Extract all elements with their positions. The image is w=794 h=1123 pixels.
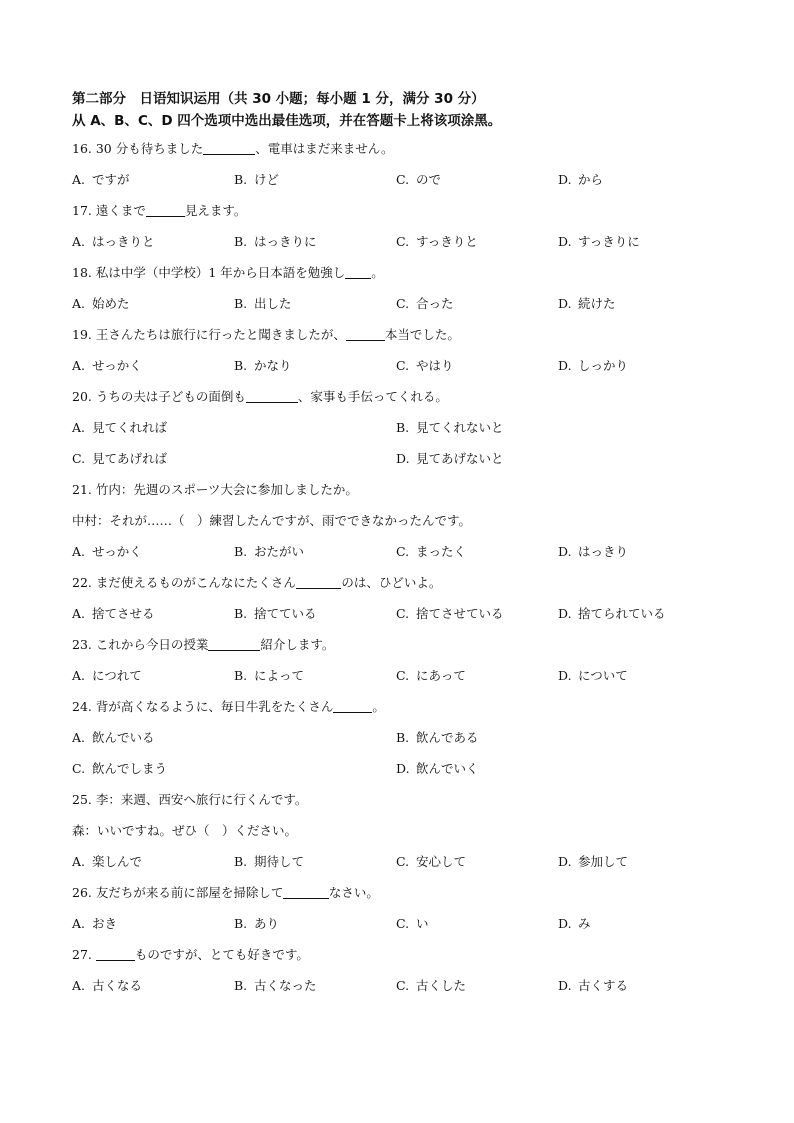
options-row (72, 846, 732, 877)
question-item (72, 133, 732, 195)
options-row (72, 598, 732, 629)
answer-blank (283, 885, 329, 899)
option-choice[interactable] (72, 164, 234, 195)
option-choice[interactable] (234, 660, 396, 691)
question-stem (72, 381, 732, 412)
option-text: 合った (416, 296, 454, 311)
option-letter: C. (396, 296, 410, 311)
stem-after-blank: のは、ひどいよ。 (341, 575, 442, 590)
option-text: 捨てている (254, 606, 317, 621)
option-text: 続けた (578, 296, 616, 311)
option-letter: A. (72, 420, 86, 435)
option-letter: B. (234, 296, 248, 311)
option-choice[interactable] (558, 536, 720, 567)
option-choice[interactable] (396, 908, 558, 939)
option-choice[interactable] (72, 660, 234, 691)
options-row (72, 288, 732, 319)
answer-blank (346, 327, 385, 341)
option-text: 古くした (416, 978, 467, 993)
option-letter: C. (396, 606, 410, 621)
option-text: 捨てられている (578, 606, 666, 621)
option-choice[interactable] (396, 598, 558, 629)
question-stem (72, 319, 732, 350)
answer-blank (345, 265, 371, 279)
option-letter: D. (558, 358, 572, 373)
option-letter: B. (234, 358, 248, 373)
option-letter: A. (72, 544, 86, 559)
option-choice[interactable] (234, 350, 396, 381)
option-letter: A. (72, 730, 86, 745)
stem-after-blank: 、家事も手伝ってくれる。 (297, 389, 448, 404)
option-letter: A. (72, 606, 86, 621)
question-stem (72, 567, 732, 598)
option-letter: D. (558, 234, 572, 249)
option-letter: C. (396, 172, 410, 187)
answer-blank (208, 637, 260, 651)
option-text: 見てくれないと (416, 420, 504, 435)
option-text: 飲んである (416, 730, 479, 745)
option-letter: A. (72, 668, 86, 683)
question-item (72, 257, 732, 319)
stem-before-blank: 23. これから今日の授業 (72, 637, 209, 652)
question-stem (72, 195, 732, 226)
option-choice[interactable] (72, 536, 234, 567)
option-choice[interactable] (396, 443, 720, 474)
option-letter: B. (234, 234, 248, 249)
option-text: 見てあげないと (416, 451, 504, 466)
option-choice[interactable] (72, 443, 396, 474)
option-choice[interactable] (72, 753, 396, 784)
option-letter: C. (396, 854, 410, 869)
stem-after-blank: ものですが、とても好きです。 (134, 947, 309, 962)
option-letter: D. (558, 606, 572, 621)
option-letter: A. (72, 172, 86, 187)
stem-after-blank: 。 (371, 265, 384, 280)
option-choice[interactable] (234, 908, 396, 939)
option-letter: A. (72, 234, 86, 249)
question-item (72, 691, 732, 784)
question-stem (72, 939, 732, 970)
stem-after-blank: 紹介します。 (260, 637, 335, 652)
option-letter: D. (558, 854, 572, 869)
option-choice[interactable] (558, 846, 720, 877)
option-letter: D. (558, 978, 572, 993)
option-choice[interactable] (72, 598, 234, 629)
option-letter: B. (234, 978, 248, 993)
question-stem (72, 133, 732, 164)
option-letter: B. (234, 544, 248, 559)
option-text: 期待して (254, 854, 305, 869)
option-letter: A. (72, 358, 86, 373)
option-choice[interactable] (72, 846, 234, 877)
question-item (72, 474, 732, 567)
option-choice[interactable] (396, 722, 720, 753)
options-row (72, 536, 732, 567)
option-text: 楽しんで (92, 854, 143, 869)
option-text: 古くする (578, 978, 629, 993)
options-row (72, 412, 732, 443)
option-choice[interactable] (396, 226, 558, 257)
option-text: 見てあげれば (92, 451, 168, 466)
option-letter: C. (396, 668, 410, 683)
stem-before-blank: 17. 遠くまで (72, 203, 146, 218)
question-item (72, 319, 732, 381)
option-choice[interactable] (72, 350, 234, 381)
option-choice[interactable] (234, 536, 396, 567)
options-row (72, 722, 732, 753)
option-choice[interactable] (234, 846, 396, 877)
option-choice[interactable] (234, 226, 396, 257)
option-text: すっきりと (416, 234, 478, 249)
option-letter: D. (558, 296, 572, 311)
option-choice[interactable] (396, 288, 558, 319)
stem-before-blank: 18. 私は中学（中学校）1 年から日本語を勉強し (72, 265, 346, 280)
stem-after-blank: 、電車はまだ来ません。 (255, 141, 394, 156)
stem-after-blank: なさい。 (328, 885, 379, 900)
option-choice[interactable] (558, 164, 720, 195)
option-letter: A. (72, 296, 86, 311)
option-text: 出した (254, 296, 292, 311)
option-letter: C. (396, 544, 410, 559)
answer-blank (146, 203, 185, 217)
options-row (72, 443, 732, 474)
option-choice[interactable] (72, 908, 234, 939)
question-stem: 森：いいですね。ぜひ（ ）ください。 (72, 823, 298, 838)
question-stem (72, 257, 732, 288)
question-item (72, 629, 732, 691)
question-list (72, 133, 732, 1001)
option-text: み (578, 916, 591, 931)
option-text: せっかく (92, 358, 142, 373)
question-stem (72, 691, 732, 722)
answer-blank (296, 575, 342, 589)
stem-after-blank: 本当でした。 (384, 327, 460, 342)
option-letter: D. (558, 172, 572, 187)
option-text: 安心して (416, 854, 467, 869)
question-item (72, 939, 732, 1001)
options-row (72, 350, 732, 381)
option-letter: B. (234, 668, 248, 683)
question-item (72, 567, 732, 629)
option-letter: B. (234, 916, 248, 931)
option-text: やはり (416, 358, 454, 373)
option-letter: D. (558, 668, 572, 683)
option-text: はっきり (578, 544, 629, 559)
options-row (72, 753, 732, 784)
question-item (72, 784, 732, 877)
option-choice[interactable] (234, 164, 396, 195)
option-choice[interactable] (558, 660, 720, 691)
option-choice[interactable] (396, 846, 558, 877)
options-row (72, 164, 732, 195)
option-letter: B. (396, 420, 410, 435)
option-text: 飲んでしまう (92, 761, 168, 776)
option-text: すっきりに (578, 234, 640, 249)
option-text: 飲んでいる (92, 730, 155, 745)
option-choice[interactable] (234, 598, 396, 629)
stem-before-blank: 16. 30 分も待ちました (72, 141, 204, 156)
option-choice[interactable] (72, 412, 396, 443)
option-choice[interactable] (396, 164, 558, 195)
option-choice[interactable] (72, 722, 396, 753)
section-title: 第二部分 日语知识运用（共 30 小题；每小题 1 分，满分 30 分） (72, 91, 485, 107)
option-text: 始めた (92, 296, 130, 311)
option-text: はっきりに (254, 234, 317, 249)
option-text: 古くなる (92, 978, 143, 993)
option-text: にあって (416, 668, 466, 683)
question-item (72, 877, 732, 939)
option-text: 参加して (578, 854, 629, 869)
option-letter: C. (396, 978, 410, 993)
option-text: あり (254, 916, 280, 931)
option-text: について (578, 668, 628, 683)
option-letter: B. (234, 854, 248, 869)
stem-before-blank: 19. 王さんたちは旅行に行ったと聞きましたが、 (72, 327, 346, 342)
option-letter: B. (234, 172, 248, 187)
option-text: かなり (254, 358, 292, 373)
option-text: 古くなった (254, 978, 317, 993)
option-text: 飲んでいく (416, 761, 479, 776)
option-letter: D. (396, 451, 410, 466)
stem-before-blank: 24. 背が高くなるように、毎日牛乳をたくさん (72, 699, 334, 714)
options-row (72, 908, 732, 939)
answer-blank (333, 699, 372, 713)
question-stem: 21. 竹内：先週のスポーツ大会に参加しましたか。 (72, 482, 358, 497)
option-letter: D. (558, 544, 572, 559)
question-stem: 25. 李：来週、西安へ旅行に行くんです。 (72, 792, 308, 807)
stem-after-blank: 。 (372, 699, 385, 714)
option-choice[interactable] (558, 288, 720, 319)
option-choice[interactable] (72, 226, 234, 257)
stem-before-blank: 26. 友だちが来る前に部屋を掃除して (72, 885, 284, 900)
option-text: せっかく (92, 544, 142, 559)
option-text: はっきりと (92, 234, 155, 249)
option-letter: B. (234, 606, 248, 621)
stem-before-blank: 20. うちの夫は子どもの面倒も (72, 389, 246, 404)
option-letter: A. (72, 978, 86, 993)
option-text: ので (416, 172, 442, 187)
option-letter: B. (396, 730, 410, 745)
option-choice[interactable] (396, 350, 558, 381)
option-text: から (578, 172, 604, 187)
option-text: おき (92, 916, 118, 931)
answer-blank (246, 389, 298, 403)
option-choice[interactable] (558, 226, 720, 257)
option-letter: C. (396, 358, 410, 373)
option-letter: D. (558, 916, 572, 931)
exam-page (72, 88, 732, 1001)
option-choice[interactable] (396, 660, 558, 691)
option-letter: A. (72, 854, 86, 869)
question-stem: 中村：それが……（ ）練習したんですが、雨でできなかったんです。 (72, 513, 472, 528)
option-choice[interactable] (558, 598, 720, 629)
option-letter: A. (72, 916, 86, 931)
stem-before-blank: 22. まだ使えるものがこんなにたくさん (72, 575, 296, 590)
question-stem (72, 877, 732, 908)
option-text: 捨てさせている (416, 606, 504, 621)
stem-before-blank: 27. (72, 947, 96, 962)
options-row (72, 970, 732, 1001)
option-letter: D. (396, 761, 410, 776)
option-choice[interactable] (396, 970, 558, 1001)
option-text: 捨てさせる (92, 606, 155, 621)
option-letter: C. (396, 234, 410, 249)
section-instruction: 从 A、B、C、D 四个选项中选出最佳选项，并在答题卡上将该项涂黑。 (72, 113, 502, 129)
stem-after-blank: 見えます。 (184, 203, 247, 218)
option-choice[interactable] (396, 412, 720, 443)
question-stem (72, 629, 732, 660)
option-text: ですが (92, 172, 130, 187)
option-choice[interactable] (72, 288, 234, 319)
option-choice[interactable] (558, 350, 720, 381)
option-choice[interactable] (72, 970, 234, 1001)
options-row (72, 660, 732, 691)
option-text: まったく (416, 544, 467, 559)
question-item (72, 195, 732, 257)
option-text: によって (254, 668, 305, 683)
option-letter: C. (72, 761, 86, 776)
option-text: けど (254, 172, 280, 187)
option-text: につれて (92, 668, 142, 683)
option-choice[interactable] (234, 288, 396, 319)
options-row (72, 226, 732, 257)
option-choice[interactable] (558, 908, 720, 939)
option-letter: C. (72, 451, 86, 466)
option-text: い (416, 916, 429, 931)
option-letter: C. (396, 916, 410, 931)
question-item (72, 381, 732, 474)
option-text: 見てくれれば (92, 420, 168, 435)
option-choice[interactable] (234, 970, 396, 1001)
option-choice[interactable] (396, 536, 558, 567)
option-text: おたがい (254, 544, 305, 559)
answer-blank (203, 141, 255, 155)
option-choice[interactable] (558, 970, 720, 1001)
option-text: しっかり (578, 358, 629, 373)
option-choice[interactable] (396, 753, 720, 784)
answer-blank (96, 947, 135, 961)
